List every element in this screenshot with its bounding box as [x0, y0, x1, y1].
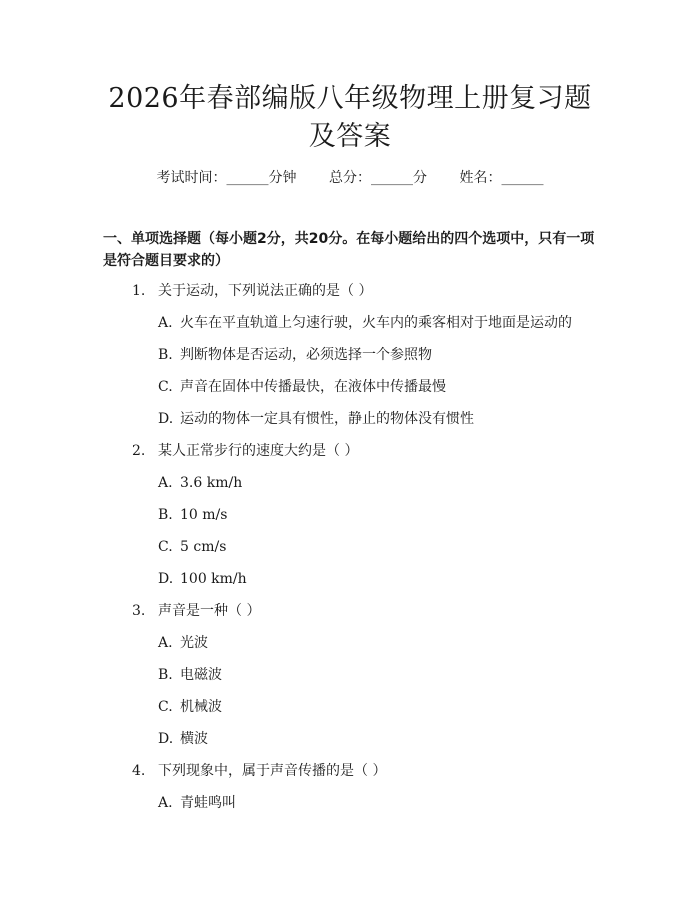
option-letter: B. [158, 507, 173, 523]
question-4 [132, 761, 386, 781]
option-3c [158, 697, 222, 717]
question-number: 4. [132, 763, 146, 779]
question-number: 3. [132, 603, 146, 619]
option-2c [158, 537, 226, 557]
option-text: 横波 [180, 731, 208, 747]
option-2b [158, 505, 227, 525]
option-letter: B. [158, 667, 173, 683]
option-text: 100 km/h [180, 571, 247, 587]
option-letter: A. [158, 635, 173, 651]
option-text: 5 cm/s [180, 539, 227, 555]
student-name: 姓名：______ [459, 170, 544, 186]
option-letter: B. [158, 347, 173, 363]
exam-meta [0, 168, 700, 188]
option-text: 火车在平直轨道上匀速行驶，火车内的乘客相对于地面是运动的 [180, 315, 572, 331]
question-2 [132, 441, 358, 461]
option-letter: C. [158, 539, 173, 555]
option-letter: A. [158, 315, 173, 331]
option-text: 判断物体是否运动，必须选择一个参照物 [180, 347, 432, 363]
section-heading: 一、单项选择题（每小题2分，共20分。在每小题给出的四个选项中，只有一项是符合题目要求的） [103, 231, 595, 269]
option-3b [158, 665, 222, 685]
option-1a [158, 313, 572, 333]
option-letter: A. [158, 795, 173, 811]
option-text: 青蛙鸣叫 [180, 795, 236, 811]
option-text: 运动的物体一定具有惯性，静止的物体没有惯性 [180, 411, 474, 427]
question-text: 下列现象中，属于声音传播的是（ ） [158, 763, 387, 779]
option-3d [158, 729, 208, 749]
option-letter: D. [158, 411, 174, 427]
option-text: 机械波 [180, 699, 222, 715]
option-1d [158, 409, 474, 429]
option-2a [158, 473, 242, 493]
question-number: 1. [132, 283, 146, 299]
option-letter: C. [158, 379, 173, 395]
option-text: 电磁波 [180, 667, 222, 683]
option-text: 10 m/s [180, 507, 228, 523]
option-3a [158, 633, 208, 653]
option-letter: C. [158, 699, 173, 715]
total-score: 总分：______分 [329, 170, 427, 186]
option-1c [158, 377, 446, 397]
option-1b [158, 345, 432, 365]
question-text: 声音是一种（ ） [158, 603, 261, 619]
exam-time: 考试时间：______分钟 [156, 170, 297, 186]
option-letter: A. [158, 475, 173, 491]
option-4a [158, 793, 236, 813]
question-text: 某人正常步行的速度大约是（ ） [158, 443, 359, 459]
option-letter: D. [158, 571, 174, 587]
question-1 [132, 281, 372, 301]
question-3 [132, 601, 260, 621]
option-2d [158, 569, 247, 589]
page-title: 2026年春部编版八年级物理上册复习题及答案 [108, 83, 592, 152]
option-text: 声音在固体中传播最快，在液体中传播最慢 [180, 379, 446, 395]
question-text: 关于运动，下列说法正确的是（ ） [158, 283, 373, 299]
option-text: 光波 [180, 635, 208, 651]
option-letter: D. [158, 731, 174, 747]
option-text: 3.6 km/h [180, 475, 243, 491]
question-number: 2. [132, 443, 146, 459]
